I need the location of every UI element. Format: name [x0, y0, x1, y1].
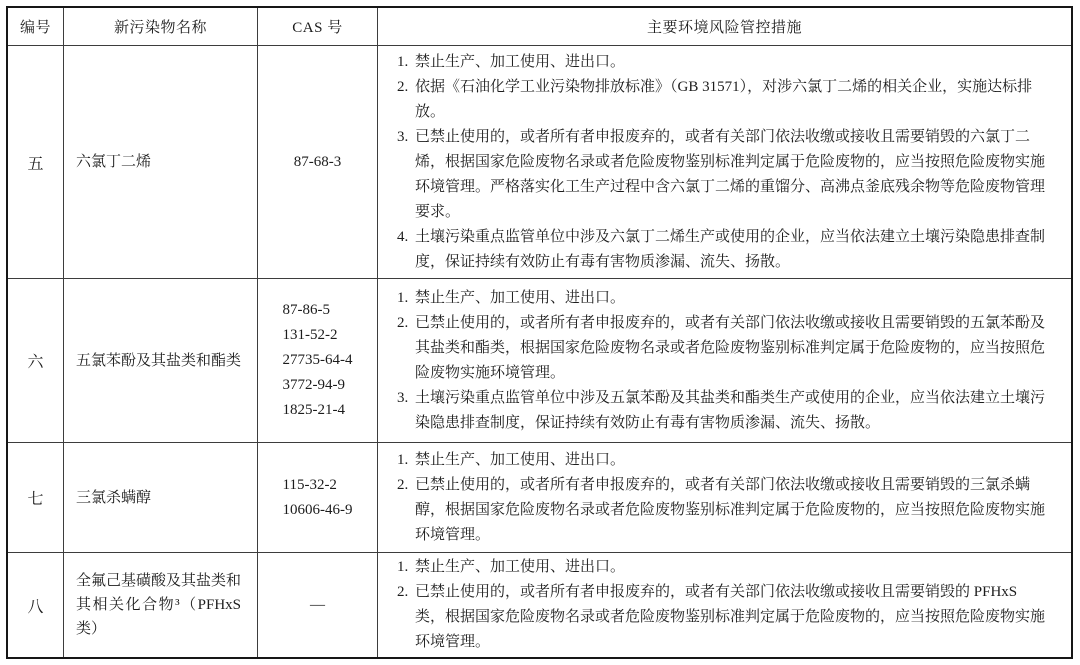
cas-cell — [258, 553, 378, 657]
header-cell-cas: CAS 号 — [258, 8, 378, 46]
cas-cell — [258, 46, 378, 279]
pollutant-name: 三氯杀螨醇 — [76, 489, 152, 506]
measures-cell — [378, 46, 1071, 279]
cas-cell — [258, 443, 378, 553]
pollutants-table — [6, 6, 1073, 659]
cas-number: 87-68-3 — [293, 153, 342, 170]
header-cell-number: 编号 — [8, 8, 64, 46]
cas-numbers — [283, 473, 353, 523]
measure-item: 2. 依据《石油化学工业污染物排放标准》（GB 31571），对涉六氯丁二烯的相关企业，实施达标排放。 — [412, 75, 1045, 125]
row-number-cell: 八 — [8, 553, 64, 657]
cas-number: 10606-46-9 — [282, 501, 353, 518]
cas-number: 131-52-2 — [282, 327, 338, 343]
pollutant-name: 五氯苯酚及其盐类和酯类 — [76, 352, 242, 369]
header-cell-name: 新污染物名称 — [64, 8, 258, 46]
measure-item: 3. 已禁止使用的，或者所有者申报废弃的，或者有关部门依法收缴或接收且需要销毁的六氯丁二烯，根据国家危险废物名录或者危险废物鉴别标准判定属于危险废物的，应当按照危险废物实施环境管理。严格落实化工生产过程中含六氯丁二烯的重馏分、高沸点釜底残余物等危险废物管理要求。 — [412, 125, 1045, 225]
row-number-cell: 五 — [8, 46, 64, 279]
pollutant-name-cell — [64, 443, 258, 553]
measure-item: 1. 禁止生产、加工使用、进出口。 — [412, 555, 1045, 580]
cas-number: 3772-94-9 — [282, 377, 345, 393]
pollutant-name: 六氯丁二烯 — [76, 154, 152, 170]
measure-item: 3. 土壤污染重点监管单位中涉及五氯苯酚及其盐类和酯类生产或使用的企业，应当依法建立土壤污染隐患排查制度，保证持续有效防止有毒有害物质渗漏、流失、扬散。 — [412, 386, 1045, 436]
cas-cell — [258, 279, 378, 443]
measures-list — [386, 286, 1045, 436]
cas-numbers — [310, 593, 325, 618]
row-number-cell: 七 — [8, 443, 64, 553]
cas-numbers — [283, 298, 353, 423]
measure-item: 4. 土壤污染重点监管单位中涉及六氯丁二烯生产或使用的企业，应当依法建立土壤污染隐患排查制度，保证持续有效防止有毒有害物质渗漏、流失、扬散。 — [412, 225, 1045, 275]
measures-cell — [378, 443, 1071, 553]
measure-item: 2. 已禁止使用的，或者所有者申报废弃的，或者有关部门依法收缴或接收且需要销毁的 PFHxS 类，根据国家危险废物名录或者危险废物鉴别标准判定属于危险废物的，应当按照危险废物实施环境管理。 — [412, 580, 1045, 655]
measure-item: 2. 已禁止使用的，或者所有者申报废弃的，或者有关部门依法收缴或接收且需要销毁的三氯杀螨醇，根据国家危险废物名录或者危险废物鉴别标准判定属于危险废物的，应当按照危险废物实施环境管理。 — [412, 473, 1045, 548]
cas-number: 87-86-5 — [282, 302, 330, 318]
pollutant-name-cell — [64, 553, 258, 657]
cas-number: 115-32-2 — [282, 476, 337, 493]
cas-number-dash: — — [310, 596, 325, 613]
measures-list — [386, 448, 1045, 548]
pollutant-name: 全氟己基磺酸及其盐类和其相关化合物³（PFHxS 类） — [76, 573, 242, 637]
pollutant-name-cell — [64, 279, 258, 443]
measures-list — [386, 50, 1045, 275]
header-cell-measures: 主要环境风险管控措施 — [378, 8, 1071, 46]
measures-list — [386, 555, 1045, 655]
measure-item: 2. 已禁止使用的，或者所有者申报废弃的，或者有关部门依法收缴或接收且需要销毁的五氯苯酚及其盐类和酯类，根据国家危险废物名录或者危险废物鉴别标准判定属于危险废物的，应当按照危险废物实施环境管理。 — [412, 311, 1045, 386]
measure-item: 1. 禁止生产、加工使用、进出口。 — [412, 448, 1045, 473]
cas-numbers — [294, 150, 342, 175]
pollutants-grid — [8, 8, 1071, 657]
cas-number: 1825-21-4 — [282, 402, 345, 418]
measure-item: 1. 禁止生产、加工使用、进出口。 — [412, 286, 1045, 311]
measure-item: 1. 禁止生产、加工使用、进出口。 — [412, 50, 1045, 75]
row-number-cell: 六 — [8, 279, 64, 443]
measures-cell — [378, 279, 1071, 443]
pollutant-name-cell — [64, 46, 258, 279]
measures-cell — [378, 553, 1071, 657]
cas-number: 27735-64-4 — [282, 352, 353, 368]
